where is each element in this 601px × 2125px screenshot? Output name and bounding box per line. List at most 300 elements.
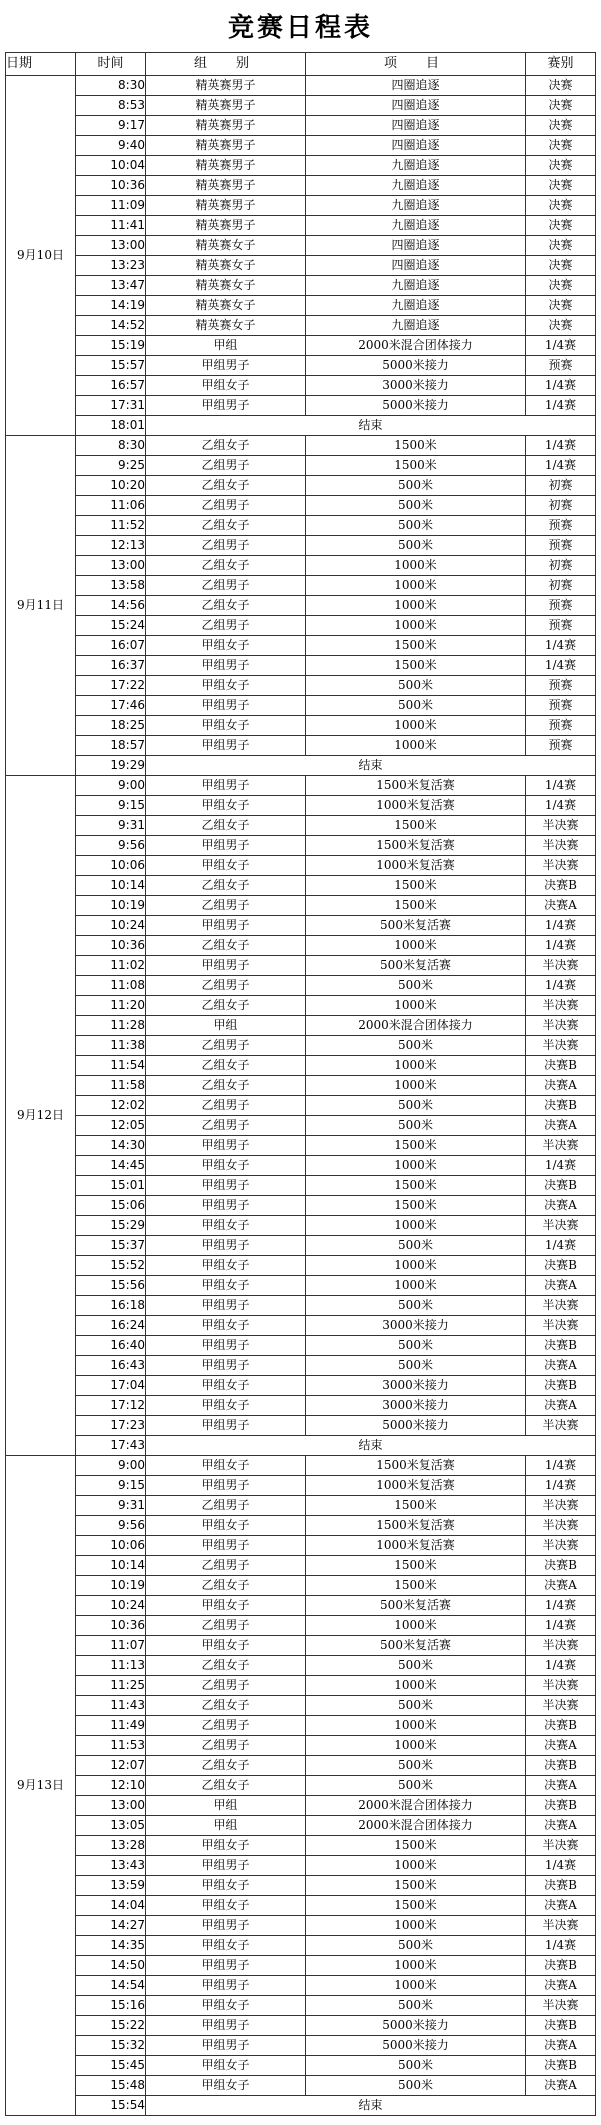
table-row bbox=[6, 336, 596, 356]
event-cell: 九圈追逐 bbox=[306, 176, 526, 196]
event-cell: 四圈追逐 bbox=[306, 256, 526, 276]
event-cell: 500米 bbox=[306, 1756, 526, 1776]
table-row bbox=[6, 716, 596, 736]
round-cell: 半决赛 bbox=[526, 836, 596, 856]
group-cell: 甲组男子 bbox=[146, 356, 306, 376]
event-cell: 500米 bbox=[306, 536, 526, 556]
round-cell: 决赛A bbox=[526, 2036, 596, 2056]
time-cell: 15:57 bbox=[76, 356, 146, 376]
table-row bbox=[6, 816, 596, 836]
group-cell: 甲组男子 bbox=[146, 2036, 306, 2056]
event-cell: 1000米 bbox=[306, 1156, 526, 1176]
time-cell: 12:13 bbox=[76, 536, 146, 556]
event-cell: 1000米 bbox=[306, 1076, 526, 1096]
group-cell: 甲组女子 bbox=[146, 1636, 306, 1656]
event-cell: 1500米 bbox=[306, 1496, 526, 1516]
time-cell: 11:49 bbox=[76, 1716, 146, 1736]
time-cell: 14:35 bbox=[76, 1936, 146, 1956]
time-cell: 16:37 bbox=[76, 656, 146, 676]
group-cell: 甲组男子 bbox=[146, 1536, 306, 1556]
event-cell: 四圈追逐 bbox=[306, 236, 526, 256]
group-cell: 甲组女子 bbox=[146, 796, 306, 816]
round-cell: 1/4赛 bbox=[526, 396, 596, 416]
round-cell: 半决赛 bbox=[526, 1836, 596, 1856]
event-cell: 500米复活赛 bbox=[306, 1636, 526, 1656]
end-time-cell: 17:43 bbox=[76, 1436, 146, 1456]
time-cell: 10:06 bbox=[76, 1536, 146, 1556]
round-cell: 半决赛 bbox=[526, 1416, 596, 1436]
event-cell: 500米复活赛 bbox=[306, 916, 526, 936]
group-cell: 乙组女子 bbox=[146, 1656, 306, 1676]
group-cell: 精英赛男子 bbox=[146, 136, 306, 156]
round-cell: 半决赛 bbox=[526, 1016, 596, 1036]
table-row bbox=[6, 1896, 596, 1916]
round-cell: 决赛 bbox=[526, 296, 596, 316]
time-cell: 15:48 bbox=[76, 2076, 146, 2096]
table-row bbox=[6, 196, 596, 216]
time-cell: 9:56 bbox=[76, 1516, 146, 1536]
round-cell: 决赛B bbox=[526, 1556, 596, 1576]
group-cell: 乙组男子 bbox=[146, 616, 306, 636]
time-cell: 8:53 bbox=[76, 96, 146, 116]
event-cell: 四圈追逐 bbox=[306, 96, 526, 116]
event-cell: 500米 bbox=[306, 696, 526, 716]
group-cell: 甲组 bbox=[146, 1796, 306, 1816]
time-cell: 10:06 bbox=[76, 856, 146, 876]
end-row bbox=[6, 416, 596, 436]
group-cell: 甲组男子 bbox=[146, 956, 306, 976]
end-label-cell: 结束 bbox=[146, 1436, 596, 1456]
time-cell: 10:14 bbox=[76, 876, 146, 896]
time-cell: 11:52 bbox=[76, 516, 146, 536]
table-row bbox=[6, 516, 596, 536]
round-cell: 预赛 bbox=[526, 536, 596, 556]
time-cell: 10:36 bbox=[76, 936, 146, 956]
event-cell: 1500米 bbox=[306, 1836, 526, 1856]
event-cell: 1500米 bbox=[306, 1896, 526, 1916]
round-cell: 半决赛 bbox=[526, 1536, 596, 1556]
date-cell: 9月11日 bbox=[6, 436, 76, 776]
event-cell: 1000米 bbox=[306, 1276, 526, 1296]
table-row bbox=[6, 1056, 596, 1076]
group-cell: 甲组女子 bbox=[146, 636, 306, 656]
table-row bbox=[6, 776, 596, 796]
table-row bbox=[6, 1936, 596, 1956]
table-row bbox=[6, 1516, 596, 1536]
end-time-cell: 15:54 bbox=[76, 2096, 146, 2116]
table-row bbox=[6, 736, 596, 756]
time-cell: 10:14 bbox=[76, 1556, 146, 1576]
group-cell: 甲组男子 bbox=[146, 696, 306, 716]
group-cell: 甲组男子 bbox=[146, 656, 306, 676]
time-cell: 15:06 bbox=[76, 1196, 146, 1216]
round-cell: 决赛A bbox=[526, 2076, 596, 2096]
time-cell: 14:27 bbox=[76, 1916, 146, 1936]
time-cell: 11:09 bbox=[76, 196, 146, 216]
time-cell: 13:28 bbox=[76, 1836, 146, 1856]
end-time-cell: 19:29 bbox=[76, 756, 146, 776]
round-cell: 半决赛 bbox=[526, 1216, 596, 1236]
group-cell: 乙组男子 bbox=[146, 1116, 306, 1136]
time-cell: 16:24 bbox=[76, 1316, 146, 1336]
group-cell: 甲组男子 bbox=[146, 1176, 306, 1196]
group-cell: 甲组男子 bbox=[146, 1356, 306, 1376]
time-cell: 11:54 bbox=[76, 1056, 146, 1076]
round-cell: 决赛B bbox=[526, 1096, 596, 1116]
round-cell: 决赛A bbox=[526, 1356, 596, 1376]
event-cell: 1000米 bbox=[306, 1056, 526, 1076]
event-cell: 1000米 bbox=[306, 1856, 526, 1876]
group-cell: 甲组女子 bbox=[146, 716, 306, 736]
round-cell: 1/4赛 bbox=[526, 456, 596, 476]
round-cell: 决赛A bbox=[526, 1776, 596, 1796]
event-cell: 500米复活赛 bbox=[306, 1596, 526, 1616]
group-cell: 精英赛男子 bbox=[146, 156, 306, 176]
table-row bbox=[6, 1396, 596, 1416]
time-cell: 17:23 bbox=[76, 1416, 146, 1436]
time-cell: 13:23 bbox=[76, 256, 146, 276]
group-cell: 精英赛男子 bbox=[146, 76, 306, 96]
time-cell: 11:02 bbox=[76, 956, 146, 976]
end-row bbox=[6, 756, 596, 776]
event-cell: 2000米混合团体接力 bbox=[306, 1816, 526, 1836]
time-cell: 11:53 bbox=[76, 1736, 146, 1756]
round-cell: 半决赛 bbox=[526, 856, 596, 876]
time-cell: 15:37 bbox=[76, 1236, 146, 1256]
table-row bbox=[6, 1996, 596, 2016]
time-cell: 15:29 bbox=[76, 1216, 146, 1236]
group-cell: 甲组男子 bbox=[146, 1956, 306, 1976]
time-cell: 10:36 bbox=[76, 1616, 146, 1636]
group-cell: 甲组 bbox=[146, 1016, 306, 1036]
event-cell: 5000米接力 bbox=[306, 396, 526, 416]
table-row bbox=[6, 1656, 596, 1676]
group-cell: 甲组男子 bbox=[146, 1916, 306, 1936]
event-cell: 500米 bbox=[306, 496, 526, 516]
table-row bbox=[6, 1416, 596, 1436]
round-cell: 决赛A bbox=[526, 1076, 596, 1096]
table-row bbox=[6, 1756, 596, 1776]
group-cell: 乙组女子 bbox=[146, 876, 306, 896]
table-row bbox=[6, 396, 596, 416]
time-cell: 14:54 bbox=[76, 1976, 146, 1996]
round-cell: 半决赛 bbox=[526, 996, 596, 1016]
event-cell: 500米 bbox=[306, 516, 526, 536]
table-row bbox=[6, 1276, 596, 1296]
table-row bbox=[6, 1556, 596, 1576]
group-cell: 乙组女子 bbox=[146, 1756, 306, 1776]
round-cell: 预赛 bbox=[526, 696, 596, 716]
group-cell: 甲组男子 bbox=[146, 836, 306, 856]
event-cell: 四圈追逐 bbox=[306, 136, 526, 156]
end-row bbox=[6, 2096, 596, 2116]
round-cell: 1/4赛 bbox=[526, 1656, 596, 1676]
table-row bbox=[6, 1776, 596, 1796]
event-cell: 1500米复活赛 bbox=[306, 836, 526, 856]
round-cell: 预赛 bbox=[526, 596, 596, 616]
header-time: 时间 bbox=[76, 53, 146, 76]
time-cell: 13:00 bbox=[76, 236, 146, 256]
round-cell: 决赛A bbox=[526, 1276, 596, 1296]
event-cell: 九圈追逐 bbox=[306, 216, 526, 236]
table-row bbox=[6, 676, 596, 696]
round-cell: 决赛B bbox=[526, 1056, 596, 1076]
group-cell: 乙组女子 bbox=[146, 516, 306, 536]
round-cell: 决赛 bbox=[526, 196, 596, 216]
table-row bbox=[6, 1616, 596, 1636]
group-cell: 乙组男子 bbox=[146, 1496, 306, 1516]
event-cell: 1500米 bbox=[306, 1176, 526, 1196]
table-row bbox=[6, 1036, 596, 1056]
time-cell: 15:32 bbox=[76, 2036, 146, 2056]
group-cell: 甲组男子 bbox=[146, 396, 306, 416]
table-row bbox=[6, 296, 596, 316]
table-row bbox=[6, 1836, 596, 1856]
table-row bbox=[6, 696, 596, 716]
round-cell: 决赛 bbox=[526, 176, 596, 196]
round-cell: 1/4赛 bbox=[526, 776, 596, 796]
time-cell: 15:19 bbox=[76, 336, 146, 356]
group-cell: 甲组女子 bbox=[146, 1896, 306, 1916]
group-cell: 甲组女子 bbox=[146, 1216, 306, 1236]
time-cell: 14:50 bbox=[76, 1956, 146, 1976]
event-cell: 九圈追逐 bbox=[306, 316, 526, 336]
round-cell: 半决赛 bbox=[526, 1636, 596, 1656]
round-cell: 1/4赛 bbox=[526, 436, 596, 456]
round-cell: 决赛 bbox=[526, 216, 596, 236]
table-row bbox=[6, 1456, 596, 1476]
event-cell: 九圈追逐 bbox=[306, 156, 526, 176]
round-cell: 1/4赛 bbox=[526, 376, 596, 396]
table-row bbox=[6, 156, 596, 176]
time-cell: 15:56 bbox=[76, 1276, 146, 1296]
round-cell: 半决赛 bbox=[526, 816, 596, 836]
table-row bbox=[6, 856, 596, 876]
time-cell: 13:59 bbox=[76, 1876, 146, 1896]
event-cell: 1500米复活赛 bbox=[306, 1516, 526, 1536]
group-cell: 甲组女子 bbox=[146, 1596, 306, 1616]
group-cell: 甲组女子 bbox=[146, 376, 306, 396]
table-row bbox=[6, 536, 596, 556]
round-cell: 初赛 bbox=[526, 496, 596, 516]
round-cell: 初赛 bbox=[526, 556, 596, 576]
group-cell: 乙组男子 bbox=[146, 1036, 306, 1056]
header-row bbox=[6, 53, 596, 76]
table-row bbox=[6, 896, 596, 916]
table-row bbox=[6, 576, 596, 596]
table-row bbox=[6, 1676, 596, 1696]
event-cell: 1000米 bbox=[306, 1976, 526, 1996]
header-group: 组 别 bbox=[146, 53, 306, 76]
table-row bbox=[6, 1216, 596, 1236]
table-row bbox=[6, 1176, 596, 1196]
group-cell: 甲组女子 bbox=[146, 1836, 306, 1856]
group-cell: 乙组女子 bbox=[146, 1576, 306, 1596]
round-cell: 决赛B bbox=[526, 2016, 596, 2036]
round-cell: 预赛 bbox=[526, 516, 596, 536]
round-cell: 初赛 bbox=[526, 576, 596, 596]
table-row bbox=[6, 316, 596, 336]
round-cell: 1/4赛 bbox=[526, 1156, 596, 1176]
table-row bbox=[6, 636, 596, 656]
group-cell: 甲组女子 bbox=[146, 2076, 306, 2096]
event-cell: 500米 bbox=[306, 676, 526, 696]
group-cell: 乙组女子 bbox=[146, 1056, 306, 1076]
round-cell: 决赛B bbox=[526, 2056, 596, 2076]
time-cell: 9:31 bbox=[76, 1496, 146, 1516]
table-row bbox=[6, 136, 596, 156]
table-row bbox=[6, 1636, 596, 1656]
round-cell: 1/4赛 bbox=[526, 796, 596, 816]
round-cell: 半决赛 bbox=[526, 1496, 596, 1516]
time-cell: 17:22 bbox=[76, 676, 146, 696]
event-cell: 500米 bbox=[306, 2076, 526, 2096]
time-cell: 18:25 bbox=[76, 716, 146, 736]
table-row bbox=[6, 256, 596, 276]
table-row bbox=[6, 1076, 596, 1096]
group-cell: 甲组男子 bbox=[146, 1136, 306, 1156]
round-cell: 决赛B bbox=[526, 1376, 596, 1396]
table-row bbox=[6, 1976, 596, 1996]
round-cell: 半决赛 bbox=[526, 1516, 596, 1536]
round-cell: 半决赛 bbox=[526, 1136, 596, 1156]
table-row bbox=[6, 1916, 596, 1936]
table-row bbox=[6, 876, 596, 896]
time-cell: 11:13 bbox=[76, 1656, 146, 1676]
table-row bbox=[6, 1596, 596, 1616]
round-cell: 决赛B bbox=[526, 1876, 596, 1896]
round-cell: 决赛 bbox=[526, 76, 596, 96]
group-cell: 甲组女子 bbox=[146, 1396, 306, 1416]
group-cell: 精英赛女子 bbox=[146, 256, 306, 276]
table-row bbox=[6, 1536, 596, 1556]
group-cell: 甲组男子 bbox=[146, 736, 306, 756]
round-cell: 半决赛 bbox=[526, 1696, 596, 1716]
group-cell: 甲组男子 bbox=[146, 2016, 306, 2036]
table-row bbox=[6, 1876, 596, 1896]
table-row bbox=[6, 1476, 596, 1496]
event-cell: 1500米 bbox=[306, 636, 526, 656]
table-row bbox=[6, 1496, 596, 1516]
round-cell: 半决赛 bbox=[526, 1676, 596, 1696]
event-cell: 九圈追逐 bbox=[306, 196, 526, 216]
header-date: 日期 bbox=[6, 53, 76, 76]
time-cell: 16:57 bbox=[76, 376, 146, 396]
table-row bbox=[6, 476, 596, 496]
time-cell: 11:06 bbox=[76, 496, 146, 516]
event-cell: 500米 bbox=[306, 1036, 526, 1056]
table-row bbox=[6, 1256, 596, 1276]
time-cell: 10:19 bbox=[76, 896, 146, 916]
time-cell: 14:04 bbox=[76, 1896, 146, 1916]
round-cell: 预赛 bbox=[526, 356, 596, 376]
table-row bbox=[6, 76, 596, 96]
time-cell: 15:45 bbox=[76, 2056, 146, 2076]
table-row bbox=[6, 1156, 596, 1176]
event-cell: 500米 bbox=[306, 1936, 526, 1956]
time-cell: 14:30 bbox=[76, 1136, 146, 1156]
time-cell: 11:43 bbox=[76, 1696, 146, 1716]
event-cell: 1500米 bbox=[306, 816, 526, 836]
event-cell: 500米 bbox=[306, 1996, 526, 2016]
event-cell: 1000米复活赛 bbox=[306, 1476, 526, 1496]
round-cell: 决赛A bbox=[526, 896, 596, 916]
event-cell: 1500米 bbox=[306, 1876, 526, 1896]
group-cell: 乙组女子 bbox=[146, 996, 306, 1016]
table-row bbox=[6, 436, 596, 456]
group-cell: 甲组女子 bbox=[146, 1456, 306, 1476]
event-cell: 1000米 bbox=[306, 1736, 526, 1756]
event-cell: 500米 bbox=[306, 1116, 526, 1136]
group-cell: 甲组女子 bbox=[146, 676, 306, 696]
table-row bbox=[6, 116, 596, 136]
time-cell: 10:24 bbox=[76, 916, 146, 936]
round-cell: 1/4赛 bbox=[526, 1596, 596, 1616]
time-cell: 11:28 bbox=[76, 1016, 146, 1036]
time-cell: 8:30 bbox=[76, 76, 146, 96]
group-cell: 乙组男子 bbox=[146, 576, 306, 596]
round-cell: 决赛B bbox=[526, 1176, 596, 1196]
time-cell: 13:58 bbox=[76, 576, 146, 596]
event-cell: 1000米 bbox=[306, 996, 526, 1016]
group-cell: 甲组女子 bbox=[146, 1276, 306, 1296]
group-cell: 乙组男子 bbox=[146, 1676, 306, 1696]
end-label-cell: 结束 bbox=[146, 2096, 596, 2116]
table-row bbox=[6, 2016, 596, 2036]
round-cell: 决赛B bbox=[526, 876, 596, 896]
group-cell: 精英赛女子 bbox=[146, 276, 306, 296]
event-cell: 3000米接力 bbox=[306, 1396, 526, 1416]
event-cell: 1500米 bbox=[306, 1196, 526, 1216]
round-cell: 决赛A bbox=[526, 1576, 596, 1596]
event-cell: 1000米 bbox=[306, 596, 526, 616]
group-cell: 甲组女子 bbox=[146, 1156, 306, 1176]
table-row bbox=[6, 216, 596, 236]
event-cell: 1500米 bbox=[306, 876, 526, 896]
group-cell: 精英赛男子 bbox=[146, 96, 306, 116]
table-row bbox=[6, 1696, 596, 1716]
round-cell: 1/4赛 bbox=[526, 1936, 596, 1956]
event-cell: 500米 bbox=[306, 1776, 526, 1796]
schedule-body bbox=[6, 76, 596, 2116]
group-cell: 甲组女子 bbox=[146, 1316, 306, 1336]
time-cell: 11:25 bbox=[76, 1676, 146, 1696]
group-cell: 甲组男子 bbox=[146, 1416, 306, 1436]
end-label-cell: 结束 bbox=[146, 756, 596, 776]
round-cell: 决赛A bbox=[526, 1396, 596, 1416]
group-cell: 乙组女子 bbox=[146, 596, 306, 616]
table-row bbox=[6, 1136, 596, 1156]
time-cell: 15:22 bbox=[76, 2016, 146, 2036]
round-cell: 初赛 bbox=[526, 476, 596, 496]
date-cell: 9月13日 bbox=[6, 1456, 76, 2116]
table-row bbox=[6, 1736, 596, 1756]
table-row bbox=[6, 276, 596, 296]
event-cell: 500米 bbox=[306, 1336, 526, 1356]
round-cell: 决赛A bbox=[526, 1736, 596, 1756]
time-cell: 15:01 bbox=[76, 1176, 146, 1196]
time-cell: 10:36 bbox=[76, 176, 146, 196]
time-cell: 11:08 bbox=[76, 976, 146, 996]
event-cell: 1500米 bbox=[306, 1576, 526, 1596]
event-cell: 1000米复活赛 bbox=[306, 856, 526, 876]
group-cell: 乙组女子 bbox=[146, 1076, 306, 1096]
group-cell: 乙组男子 bbox=[146, 896, 306, 916]
group-cell: 甲组女子 bbox=[146, 1936, 306, 1956]
round-cell: 决赛 bbox=[526, 256, 596, 276]
event-cell: 1500米 bbox=[306, 1556, 526, 1576]
event-cell: 500米 bbox=[306, 1296, 526, 1316]
